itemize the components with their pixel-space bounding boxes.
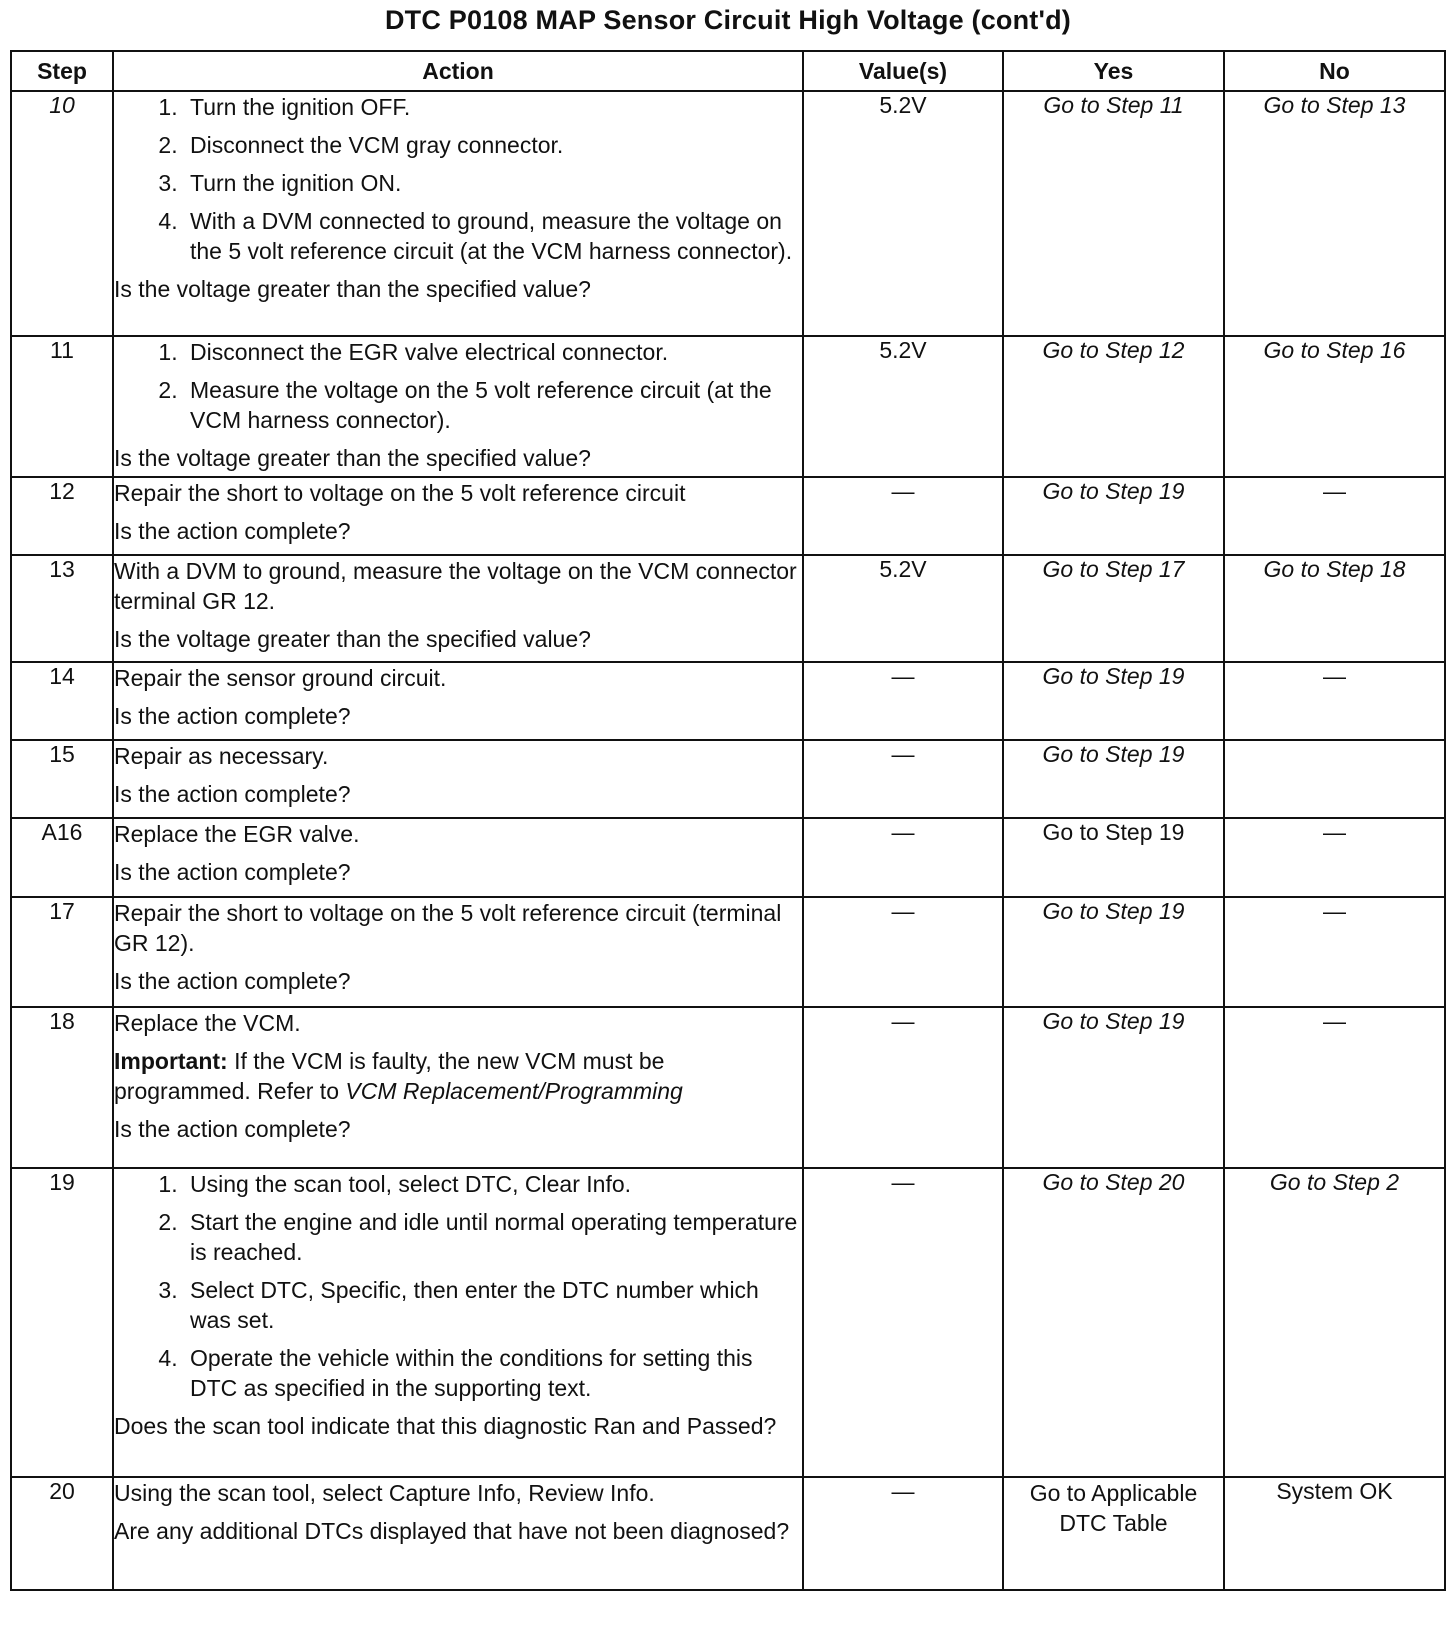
action-cell (113, 1477, 803, 1590)
action-text: Replace the VCM. (114, 1010, 301, 1036)
action-steps (114, 337, 802, 435)
table-row (11, 1007, 1445, 1168)
table-row (11, 555, 1445, 662)
step-number: 11 (11, 336, 113, 477)
action-step: 2. Start the engine and idle until normal operating temperature is reached. (184, 1207, 802, 1267)
no-cell: Go to Step 18 (1224, 555, 1445, 662)
yes-cell: Go to Step 19 (1003, 662, 1224, 740)
action-cell (113, 897, 803, 1007)
header-step: Step (11, 51, 113, 91)
action-question: Is the action complete? (114, 859, 351, 885)
action-cell (113, 740, 803, 818)
value-cell: 5.2V (803, 91, 1003, 336)
yes-cell: Go to Step 12 (1003, 336, 1224, 477)
value-cell: — (803, 662, 1003, 740)
no-cell: Go to Step 16 (1224, 336, 1445, 477)
value-cell: 5.2V (803, 555, 1003, 662)
table-row (11, 477, 1445, 555)
action-text: Repair the sensor ground circuit. (114, 665, 447, 691)
table-row (11, 336, 1445, 477)
action-text: Replace the EGR valve. (114, 821, 360, 847)
important-note (114, 1046, 802, 1106)
action-question: Are any additional DTCs displayed that have not been diagnosed? (114, 1518, 790, 1544)
action-question: Is the voltage greater than the specified value? (114, 626, 591, 652)
action-step: 1. Using the scan tool, select DTC, Clear Info. (184, 1169, 802, 1199)
table-row (11, 91, 1445, 336)
no-cell: — (1224, 1007, 1445, 1168)
action-step: 2. Measure the voltage on the 5 volt reference circuit (at the VCM harness connector). (184, 375, 802, 435)
header-no: No (1224, 51, 1445, 91)
yes-cell: Go to Step 19 (1003, 897, 1224, 1007)
table-row (11, 1477, 1445, 1590)
table-row (11, 740, 1445, 818)
action-step: 3. Select DTC, Specific, then enter the DTC number which was set. (184, 1275, 802, 1335)
diagnostic-table (10, 50, 1446, 1591)
action-text: Repair the short to voltage on the 5 volt reference circuit (terminal GR 12). (114, 900, 782, 956)
yes-cell: Go to Step 19 (1003, 1007, 1224, 1168)
important-label: Important: (114, 1048, 228, 1074)
action-steps (114, 92, 802, 266)
action-cell (113, 818, 803, 897)
no-cell: — (1224, 897, 1445, 1007)
action-question: Is the action complete? (114, 1116, 351, 1142)
step-number: 17 (11, 897, 113, 1007)
action-cell (113, 1168, 803, 1477)
action-question: Is the voltage greater than the specified value? (114, 276, 591, 302)
yes-cell: Go to Step 11 (1003, 91, 1224, 336)
step-number: 18 (11, 1007, 113, 1168)
page-title: DTC P0108 MAP Sensor Circuit High Voltage (cont'd) (384, 5, 1071, 35)
no-cell: — (1224, 818, 1445, 897)
no-cell: — (1224, 662, 1445, 740)
value-cell: 5.2V (803, 336, 1003, 477)
reference-link-text: VCM Replacement/Programming (345, 1078, 683, 1104)
no-cell: Go to Step 13 (1224, 91, 1445, 336)
no-cell: — (1224, 477, 1445, 555)
action-question: Is the action complete? (114, 518, 351, 544)
header-value: Value(s) (803, 51, 1003, 91)
value-cell: — (803, 1477, 1003, 1590)
table-row (11, 818, 1445, 897)
action-steps (114, 1169, 802, 1403)
action-text: Repair as necessary. (114, 743, 329, 769)
yes-cell: Go to Step 19 (1003, 477, 1224, 555)
action-question: Is the action complete? (114, 781, 351, 807)
action-step: 3. Turn the ignition ON. (184, 168, 802, 198)
action-cell (113, 336, 803, 477)
no-cell (1224, 740, 1445, 818)
action-step: 2. Disconnect the VCM gray connector. (184, 130, 802, 160)
yes-cell: Go to Step 17 (1003, 555, 1224, 662)
value-cell: — (803, 818, 1003, 897)
important-text: If the VCM is faulty, the new VCM must be programmed. Refer to (114, 1048, 665, 1104)
action-text: Using the scan tool, select Capture Info, Review Info. (114, 1480, 655, 1506)
step-number: 20 (11, 1477, 113, 1590)
action-step: 4. Operate the vehicle within the conditions for setting this DTC as specified in the supporting text. (184, 1343, 802, 1403)
action-step: 4. With a DVM connected to ground, measure the voltage on the 5 volt reference circuit (at the VCM harness connector). (184, 206, 802, 266)
yes-cell: Go to Step 20 (1003, 1168, 1224, 1477)
action-step: 1. Turn the ignition OFF. (184, 92, 802, 122)
step-number: 14 (11, 662, 113, 740)
action-cell (113, 1007, 803, 1168)
action-cell (113, 477, 803, 555)
action-question: Does the scan tool indicate that this diagnostic Ran and Passed? (114, 1413, 777, 1439)
yes-cell: Go to Step 19 (1003, 740, 1224, 818)
action-question: Is the voltage greater than the specified value? (114, 445, 591, 471)
action-cell (113, 91, 803, 336)
header-yes: Yes (1003, 51, 1224, 91)
no-cell: System OK (1224, 1477, 1445, 1590)
value-cell: — (803, 1007, 1003, 1168)
action-text: Repair the short to voltage on the 5 volt reference circuit (114, 480, 686, 506)
value-cell: — (803, 1168, 1003, 1477)
value-cell: — (803, 897, 1003, 1007)
action-step: 1. Disconnect the EGR valve electrical connector. (184, 337, 802, 367)
header-action: Action (113, 51, 803, 91)
no-cell: Go to Step 2 (1224, 1168, 1445, 1477)
value-cell: — (803, 477, 1003, 555)
table-row (11, 662, 1445, 740)
step-number: 19 (11, 1168, 113, 1477)
yes-cell: Go to Applicable DTC Table (1003, 1477, 1224, 1590)
action-cell (113, 555, 803, 662)
step-number: 10 (11, 91, 113, 336)
value-cell: — (803, 740, 1003, 818)
action-question: Is the action complete? (114, 968, 351, 994)
step-number: 13 (11, 555, 113, 662)
action-cell (113, 662, 803, 740)
table-row (11, 1168, 1445, 1477)
table-row (11, 897, 1445, 1007)
step-number: A16 (11, 818, 113, 897)
action-question: Is the action complete? (114, 703, 351, 729)
yes-cell: Go to Step 19 (1003, 818, 1224, 897)
step-number: 15 (11, 740, 113, 818)
action-text: With a DVM to ground, measure the voltage on the VCM connector terminal GR 12. (114, 558, 797, 614)
step-number: 12 (11, 477, 113, 555)
table-header-row (11, 51, 1445, 91)
